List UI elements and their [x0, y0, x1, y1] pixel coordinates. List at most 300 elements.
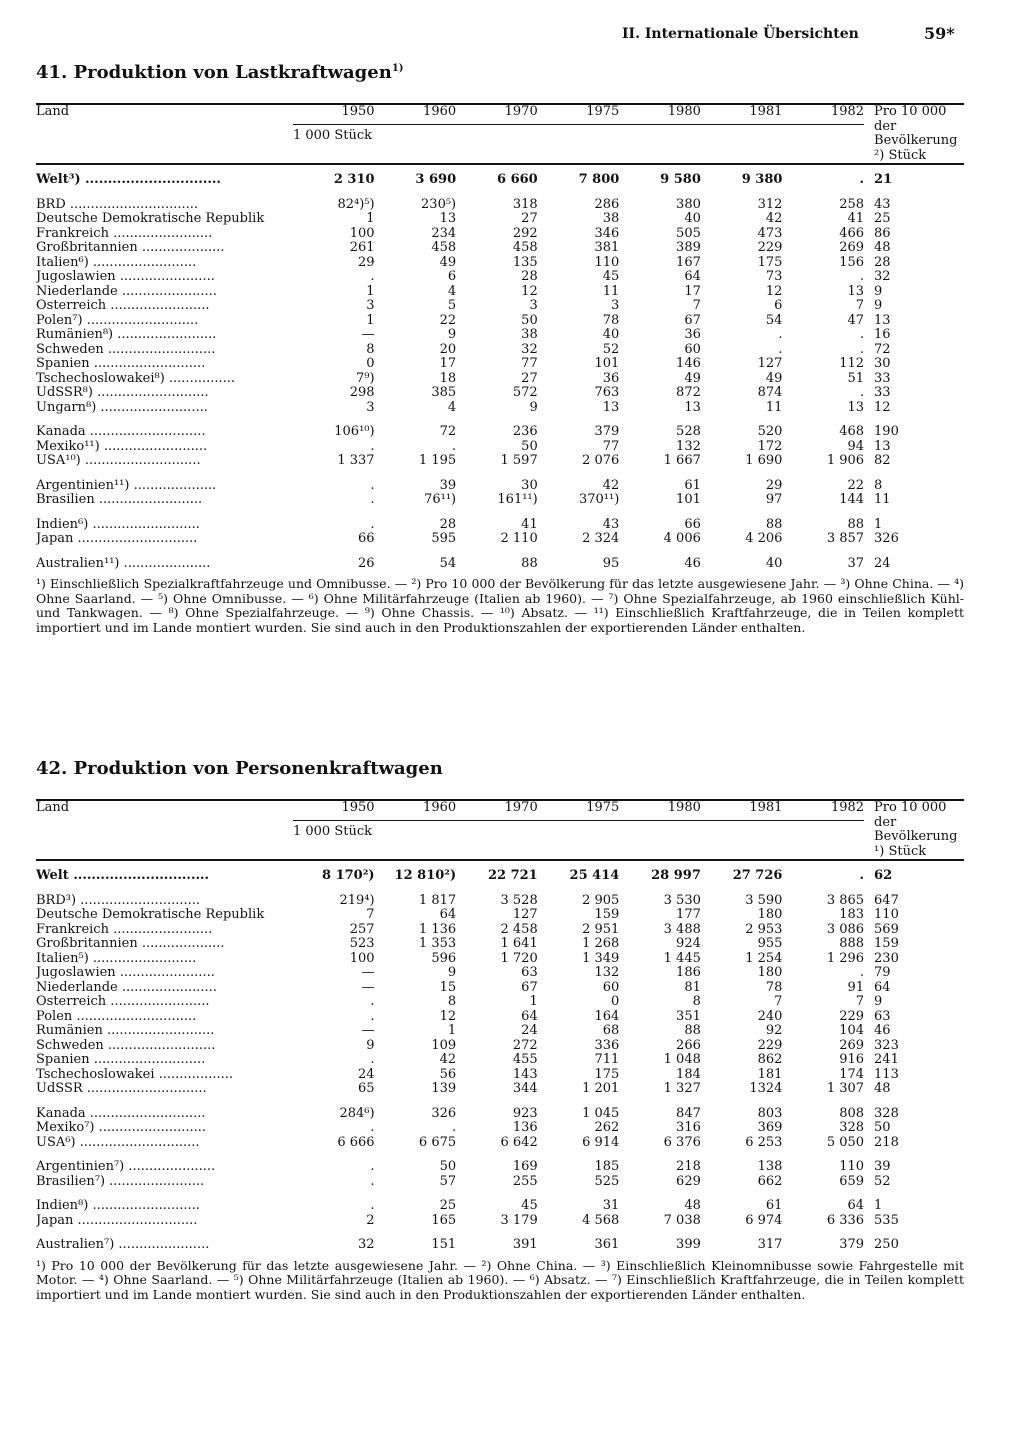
cell-value: 159 [874, 936, 899, 951]
table-row [36, 1121, 964, 1136]
cell-value: 49 [684, 370, 701, 386]
cell-value: 72 [874, 341, 891, 357]
cell-value: 473 [757, 225, 783, 241]
cell-value: 143 [512, 1066, 538, 1082]
row-label: Brasilien⁷) ....................... [36, 1174, 205, 1189]
cell-value: 40 [684, 211, 701, 226]
table-row [36, 923, 964, 938]
cell-value: 4 006 [663, 531, 701, 546]
cell-value: 51 [847, 370, 865, 386]
cell-value: 25 414 [538, 860, 620, 894]
cell-value: 52 [602, 341, 620, 357]
cell-value: 3 [611, 298, 620, 313]
row-label: Deutsche Demokratische Republik [36, 908, 265, 922]
table-row [36, 1039, 964, 1054]
cell-value: 26 [358, 555, 375, 571]
cell-value: 1 690 [745, 453, 783, 468]
cell-value: 13 [847, 283, 865, 299]
column-header-year: 1960 [423, 800, 457, 815]
cell-value: 1 445 [663, 950, 701, 966]
table-row [36, 1082, 964, 1097]
cell-value: 370¹¹) [578, 492, 620, 507]
cell-value: 535 [874, 1212, 899, 1228]
cell-value: 6 660 [456, 164, 538, 198]
cell-value: 177 [676, 907, 701, 922]
cell-value: 28 [874, 254, 891, 270]
cell-value: 9 [529, 399, 538, 415]
cell-value: 1 720 [500, 950, 538, 966]
cell-value: 9 380 [701, 164, 783, 198]
cell-value: 1 268 [582, 936, 620, 951]
cell-value: 7 038 [663, 1212, 701, 1228]
column-header-year: 1975 [586, 104, 620, 119]
row-label: Mexiko⁷) .......................... [36, 1121, 207, 1135]
cell-value: 172 [757, 438, 783, 454]
cell-value: 36 [602, 370, 620, 386]
cell-value: 2 951 [582, 921, 620, 937]
cell-value: 57 [439, 1173, 457, 1189]
cell-value: 13 [874, 312, 891, 328]
cell-value: 180 [757, 907, 783, 922]
cell-value: 24 [874, 555, 891, 571]
column-header-land: Land [36, 800, 70, 815]
cell-value: 1 641 [500, 936, 538, 951]
cell-value: 27 726 [701, 860, 783, 894]
cell-value: 135 [512, 254, 538, 270]
cell-value: 50 [521, 438, 538, 454]
cell-value: 132 [594, 965, 620, 980]
table-row [36, 908, 964, 923]
title-footnote-mark: 1) [391, 63, 404, 74]
cell-value: . [859, 269, 865, 284]
table-row [36, 894, 964, 909]
cell-value: 1 [874, 1198, 883, 1213]
cell-value: 72 [439, 424, 457, 439]
cell-value: 8 [447, 994, 457, 1009]
table-row [36, 532, 964, 547]
cell-value: . [370, 516, 375, 532]
cell-value: 12 [874, 399, 891, 415]
cell-value: 146 [676, 356, 701, 371]
table-section-pkw [36, 758, 964, 1302]
cell-value: 43 [874, 196, 891, 212]
row-label: BRD³) ............................. [36, 893, 201, 908]
cell-value: 22 [439, 312, 457, 328]
row-label: Italien⁶) ......................... [36, 255, 197, 270]
cell-value: 8 170²) [293, 860, 375, 894]
cell-value: 13 [602, 399, 620, 415]
cell-value: 88 [521, 555, 538, 571]
table-row [36, 285, 964, 300]
cell-value: 3 590 [745, 892, 783, 908]
cell-value: 3 488 [663, 921, 701, 937]
cell-value: 6 253 [745, 1134, 783, 1150]
row-label: Japan ............................. [36, 532, 198, 546]
cell-value: 42 [439, 1052, 457, 1067]
table-row [36, 1010, 964, 1025]
cell-value: 318 [512, 196, 538, 212]
cell-value: . [859, 385, 865, 400]
cell-value: . [370, 269, 375, 284]
cell-value: 22 721 [456, 860, 538, 894]
cell-value: 1 045 [582, 1105, 620, 1121]
cell-value: 138 [757, 1159, 783, 1174]
row-label: Australien¹¹) ..................... [36, 556, 211, 571]
table-row [36, 256, 964, 271]
cell-value: 110 [874, 907, 899, 922]
cell-value: . [370, 1198, 375, 1213]
column-header-year: 1960 [423, 104, 457, 119]
cell-value: 66 [358, 531, 375, 546]
cell-value: 78 [765, 979, 783, 995]
cell-value: 380 [676, 196, 701, 212]
cell-value: 132 [676, 438, 701, 454]
group-gap [36, 1097, 964, 1107]
group-gap [36, 508, 964, 518]
cell-value: 41 [847, 211, 865, 226]
cell-value: 48 [684, 1198, 701, 1213]
cell-value: . [370, 1173, 375, 1189]
cell-value: 7 800 [538, 164, 620, 198]
cell-value: 30 [874, 356, 891, 371]
cell-value: 46 [684, 555, 701, 571]
cell-value: 42 [765, 211, 783, 226]
table-title-text: 41. Produktion von Lastkraftwagen [36, 62, 392, 83]
cell-value: . [370, 438, 375, 454]
cell-value: 4 568 [582, 1212, 620, 1228]
cell-value: 97 [765, 492, 783, 507]
cell-value: 17 [684, 283, 701, 299]
cell-value: 6 [774, 298, 783, 313]
unit-label: 1 000 Stück [293, 125, 864, 164]
cell-value: . [370, 1008, 375, 1024]
cell-value: 629 [676, 1173, 701, 1189]
cell-value: 924 [676, 936, 701, 951]
cell-value: 16 [874, 327, 891, 342]
cell-value: 88 [847, 516, 865, 532]
cell-value: 183 [839, 907, 865, 922]
cell-value: 525 [594, 1173, 620, 1189]
cell-value: 6 974 [745, 1212, 783, 1228]
table-row [36, 454, 964, 469]
cell-value: . [370, 477, 375, 493]
cell-value: 266 [676, 1037, 701, 1053]
row-label: Schweden .......................... [36, 1038, 216, 1053]
row-label: UdSSR ............................. [36, 1082, 207, 1096]
cell-value: — [361, 1023, 375, 1038]
cell-value: 1 906 [826, 453, 865, 468]
cell-value: 36 [684, 327, 701, 342]
table-row [36, 241, 964, 256]
cell-value: 81 [684, 979, 701, 995]
cell-value: 1 201 [582, 1081, 620, 1096]
cell-value: 3 857 [826, 531, 865, 546]
group-gap [36, 469, 964, 479]
cell-value: 1 [447, 1023, 457, 1038]
cell-value: 458 [431, 240, 457, 255]
cell-value: . [370, 1120, 375, 1135]
cell-value: 101 [676, 492, 701, 507]
cell-value: 4 [447, 283, 457, 299]
table-row [36, 440, 964, 455]
cell-value: 24 [521, 1023, 538, 1038]
table-row-welt [36, 860, 964, 894]
row-label: Schweden .......................... [36, 342, 216, 357]
cell-value: 181 [757, 1066, 783, 1082]
table-row [36, 198, 964, 213]
cell-value: 13 [847, 399, 865, 415]
cell-value: 219⁴) [339, 892, 375, 908]
cell-value: 156 [839, 254, 865, 270]
cell-value: 12 [521, 283, 538, 299]
cell-value: 1324 [749, 1081, 783, 1096]
table-row [36, 401, 964, 416]
cell-value: 7 [855, 298, 865, 313]
cell-value: 100 [349, 225, 375, 241]
cell-value: 12 [439, 1008, 457, 1024]
column-header-pro-10000: Pro 10 000 der Bevölkerung ²) Stück [874, 104, 958, 163]
table-row [36, 518, 964, 533]
cell-value: 49 [439, 254, 457, 270]
group-gap [36, 1189, 964, 1199]
cell-value: 92 [765, 1023, 783, 1038]
cell-value: 4 206 [745, 531, 783, 546]
cell-value: 847 [676, 1105, 701, 1121]
header-row [36, 104, 964, 125]
cell-value: 127 [512, 907, 538, 922]
cell-value: 255 [512, 1173, 538, 1189]
cell-value: 65 [358, 1081, 375, 1096]
cell-value: 63 [521, 965, 538, 980]
cell-value: 28 [521, 269, 538, 284]
cell-value: 1 296 [826, 950, 865, 966]
row-label: BRD ............................... [36, 197, 198, 212]
cell-value: 64 [847, 1198, 865, 1213]
cell-value: 79 [874, 965, 891, 980]
cell-value: 234 [431, 225, 457, 241]
table-row [36, 557, 964, 572]
cell-value: 3 690 [375, 164, 457, 198]
cell-value: 596 [431, 950, 457, 966]
row-label: Rumänien .......................... [36, 1024, 215, 1038]
table-row [36, 479, 964, 494]
cell-value: 6 666 [337, 1134, 375, 1150]
cell-value: 21 [864, 164, 964, 198]
cell-value: 505 [676, 225, 701, 241]
cell-value: 139 [431, 1081, 457, 1096]
cell-value: . [370, 1159, 375, 1174]
cell-value: 317 [757, 1237, 783, 1252]
cell-value: 67 [684, 312, 701, 328]
cell-value: 346 [594, 225, 620, 241]
header-row [36, 800, 964, 821]
cell-value: 68 [602, 1023, 620, 1038]
cell-value: 113 [874, 1066, 899, 1082]
row-label: Australien⁷) ...................... [36, 1238, 210, 1252]
row-label: Welt .............................. [36, 860, 293, 894]
row-label: Polen⁷) ........................... [36, 313, 199, 328]
cell-value: 29 [358, 254, 375, 270]
cell-value: 2 953 [745, 921, 783, 937]
cell-value: 1 [366, 283, 375, 299]
cell-value: 77 [521, 356, 538, 371]
cell-value: 100 [349, 950, 375, 966]
table-row [36, 1160, 964, 1175]
table-row [36, 995, 964, 1010]
group-gap [36, 1228, 964, 1238]
cell-value: 40 [765, 555, 783, 571]
cell-value: 33 [874, 370, 891, 386]
row-label: Argentinien¹¹) .................... [36, 478, 217, 493]
cell-value: 165 [431, 1212, 457, 1228]
row-label: Indien⁶) .......................... [36, 517, 200, 532]
cell-value: 3 179 [500, 1212, 538, 1228]
cell-value: 2 110 [500, 531, 538, 546]
row-label: Frankreich ........................ [36, 226, 213, 241]
cell-value: 186 [676, 965, 701, 980]
cell-value: 3 [366, 298, 375, 313]
cell-value: 27 [521, 370, 538, 386]
cell-value: 54 [439, 555, 457, 571]
cell-value: 4 [447, 399, 457, 415]
cell-value: 33 [874, 385, 891, 400]
cell-value: 48 [874, 240, 891, 255]
cell-value: 258 [839, 196, 865, 212]
column-header-year: 1982 [830, 800, 865, 815]
cell-value: 379 [594, 424, 620, 439]
cell-value: 458 [512, 240, 538, 255]
cell-value: 336 [594, 1037, 620, 1053]
cell-value: 28 [439, 516, 457, 532]
cell-value: 78 [602, 312, 620, 328]
cell-value: 52 [874, 1173, 891, 1189]
cell-value: 127 [757, 356, 783, 371]
cell-value: 8 [366, 341, 375, 357]
cell-value: 312 [757, 196, 783, 212]
column-header-year: 1981 [749, 104, 783, 119]
cell-value: 399 [676, 1237, 701, 1252]
row-label: Österreich ........................ [36, 995, 210, 1009]
cell-value: 63 [874, 1008, 891, 1024]
cell-value: 455 [512, 1052, 538, 1067]
cell-value: 3 [366, 399, 375, 415]
cell-value: 236 [512, 424, 538, 439]
cell-value: 351 [676, 1008, 701, 1024]
cell-value: 662 [757, 1173, 783, 1189]
cell-value: 595 [431, 531, 457, 546]
cell-value: 45 [602, 269, 620, 284]
row-label: Kanada ............................ [36, 425, 206, 439]
unit-row [36, 821, 964, 860]
cell-value: 77 [602, 438, 620, 454]
cell-value: 112 [839, 356, 865, 371]
cell-value: 8 [874, 477, 883, 493]
cell-value: 230⁵) [421, 196, 457, 212]
cell-value: 2 324 [582, 531, 620, 546]
cell-value: 61 [765, 1198, 783, 1213]
cell-value: 64 [874, 979, 891, 995]
row-label: Tschechoslowakei .................. [36, 1067, 233, 1082]
cell-value: 3 086 [826, 921, 865, 937]
row-label: Spanien ........................... [36, 357, 206, 371]
row-label: Großbritannien .................... [36, 241, 225, 255]
cell-value: 94 [847, 438, 865, 454]
cell-value: 60 [684, 341, 701, 357]
table-row [36, 227, 964, 242]
cell-value: 46 [874, 1023, 891, 1038]
cell-value: 808 [839, 1105, 865, 1121]
cell-value: 50 [439, 1159, 457, 1174]
column-header-year: 1950 [341, 104, 375, 119]
cell-value: 272 [512, 1037, 538, 1053]
cell-value: 11 [874, 492, 891, 507]
cell-value: 229 [757, 240, 783, 255]
column-header-year: 1970 [504, 104, 538, 119]
cell-value: 1 [366, 312, 375, 328]
cell-value: 38 [602, 211, 620, 226]
cell-value: 82 [874, 453, 891, 468]
column-header-year: 1950 [341, 800, 375, 815]
cell-value: — [361, 327, 375, 342]
row-label: Niederlande ....................... [36, 980, 217, 995]
cell-value: 12 810²) [375, 860, 457, 894]
cell-value: . [782, 860, 864, 894]
cell-value: 385 [431, 385, 457, 400]
cell-value: 1 349 [582, 950, 620, 966]
cell-value: 1 337 [337, 453, 375, 468]
cell-value: 101 [594, 356, 620, 371]
cell-value: 27 [521, 211, 538, 226]
row-label: USA¹⁰) ............................ [36, 454, 201, 468]
cell-value: 1 353 [418, 936, 457, 951]
table-row [36, 386, 964, 401]
cell-value: 190 [874, 424, 899, 439]
cell-value: 1 [529, 994, 538, 1009]
group-gap [36, 415, 964, 425]
cell-value: 2 076 [582, 453, 620, 468]
cell-value: 9 [366, 1037, 375, 1053]
cell-value: . [370, 994, 375, 1009]
cell-value: 572 [512, 385, 538, 400]
row-label: Italien⁵) ......................... [36, 951, 197, 966]
cell-value: 47 [847, 312, 865, 328]
cell-value: 185 [594, 1159, 620, 1174]
cell-value: 62 [864, 860, 964, 894]
cell-value: 888 [839, 936, 865, 951]
cell-value: 6 376 [663, 1134, 701, 1150]
cell-value: 269 [839, 240, 865, 255]
table-row [36, 1068, 964, 1083]
cell-value: 9 [447, 965, 457, 980]
row-label: Niederlande ....................... [36, 284, 217, 299]
cell-value: 18 [439, 370, 457, 386]
cell-value: 3 865 [826, 892, 865, 908]
table-row [36, 952, 964, 967]
cell-value: 20 [439, 341, 457, 357]
cell-value: 42 [602, 477, 620, 493]
cell-value: 9 [874, 298, 883, 313]
cell-value: 262 [594, 1120, 620, 1135]
column-header-year: 1975 [586, 800, 620, 815]
cell-value: 229 [839, 1008, 865, 1024]
table-row [36, 314, 964, 329]
cell-value: 7 [855, 994, 865, 1009]
cell-value: 110 [839, 1159, 865, 1174]
table-row [36, 343, 964, 358]
cell-value: 286 [594, 196, 620, 212]
cell-value: 31 [602, 1198, 620, 1213]
row-label: Mexiko¹¹) ......................... [36, 439, 208, 454]
